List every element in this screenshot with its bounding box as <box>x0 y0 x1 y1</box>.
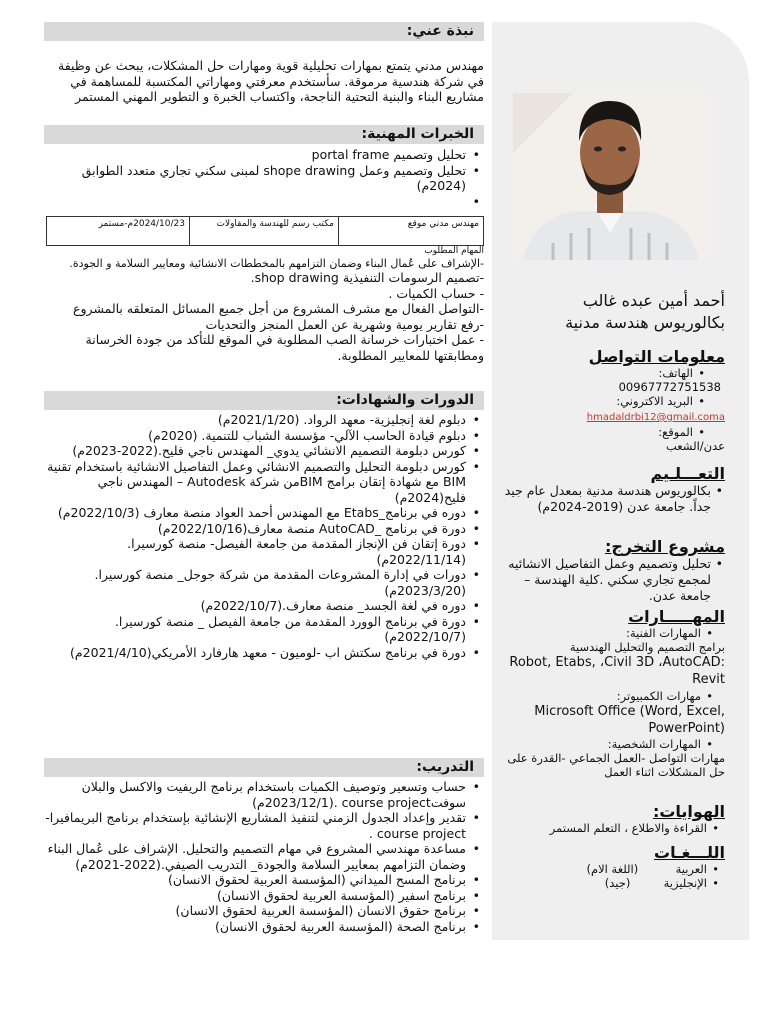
experience-item <box>44 194 484 210</box>
training-item: • برنامج اسفير (المؤسسة العربية لحقوق الانسان) <box>44 888 484 904</box>
languages-section <box>492 843 725 890</box>
contact-heading: معلومات التواصل <box>588 347 725 366</box>
job-table <box>46 216 484 246</box>
profile-photo <box>513 93 707 260</box>
education-section <box>492 464 725 515</box>
language-level: (اللغة الام) <box>586 862 639 876</box>
about-heading: نبذة عني: <box>44 22 484 41</box>
language-level: (جيد) <box>604 876 631 890</box>
full-name: أحمد أمين عبده غالب <box>582 291 725 310</box>
phone-value: 00967772751538 <box>618 380 721 394</box>
location-label: • الموقع: <box>492 425 707 439</box>
degree-title: بكالوريوس هندسة مدنية <box>565 313 725 332</box>
language-item <box>492 876 721 890</box>
course-item: • دوره في لغة الجسد_ منصة معارف.(2022/10/7م) <box>44 598 484 614</box>
job-tasks <box>44 245 484 363</box>
course-item: • كورس دبلومة التصميم الانشائي يدوي_ المهندس ناجي فليح.(2022-2023م) <box>44 443 484 459</box>
experience-item: • تحليل وتصميم وعمل shope drawing لمبنى سكني تجاري متعدد الطوابق (2024م) <box>44 163 484 194</box>
courses-section <box>44 412 484 660</box>
email-label: • البريد الاكتروني: <box>492 394 707 408</box>
task-item: - حساب الكميات . <box>388 285 484 301</box>
training-item: • برنامج حقوق الانسان (المؤسسة العربية لحقوق الانسان) <box>44 903 484 919</box>
about-text: مهندس مدني يتمتع بمهارات تحليلية قوية ومهارات حل المشكلات، يبحث عن وظيفة في شركة هندسية مرموقة. سأستخدم معرفتي ومهاراتي المكتسبة للمساهمة في مشاريع البناء والبنية التحتية الناجحة، واكتساب الخبرة و التطوير المهني المستمر <box>58 58 484 104</box>
hobbies-section <box>492 802 725 835</box>
course-item: • دورة في برنامج _AutoCAD منصة معارف(2022/10/16م) <box>44 521 484 537</box>
skills-heading: المهـــــارات <box>628 607 725 626</box>
job-position: مهندس مدني موقع <box>339 217 484 246</box>
email-link[interactable]: hmadaldrbi12@gmail.coma <box>586 412 725 423</box>
personal-skills-label: • المهارات الشخصية: <box>492 737 715 751</box>
table-row <box>47 217 484 246</box>
location-value: عدن/الشعب <box>665 439 725 453</box>
job-table-wrap <box>46 216 484 246</box>
task-item: - عمل اختبارات خرسانة الصب المطلوبة في الموقع للتأكد من جودة الخرسانة ومطابقتها للمعايير المطلوبة. <box>85 332 484 363</box>
courses-list <box>44 412 484 660</box>
job-date: 2024/10/23م-مستمر <box>47 217 190 246</box>
task-item: -رفع تقارير يومية وشهرية عن العمل المنجز والتحديات <box>205 316 484 332</box>
job-company: مكتب رسم للهندسة والمقاولات <box>190 217 339 246</box>
profile-header <box>492 290 725 334</box>
hobbies-item: • القراءة والاطلاع ، التعلم المستمر <box>492 821 721 835</box>
language-item <box>492 862 721 876</box>
experience-item: • تحليل وتصميم portal frame <box>44 147 484 163</box>
hobbies-heading: الهوايات: <box>652 802 725 821</box>
course-item: • دبلوم قيادة الحاسب الآلي- مؤسسة الشباب للتنمية. (2020م) <box>44 428 484 444</box>
tech-software: Robot, Etabs, ،Civil 3D ،AutoCAD: Revit <box>509 655 725 687</box>
course-item: • دورة في برنامج الوورد المقدمة من جامعة الفيصل _ منصة كورسيرا.(2022/10/7م) <box>44 614 484 645</box>
courses-heading: الدورات والشهادات: <box>44 391 484 410</box>
experience-heading: الخبرات المهنية: <box>44 125 484 144</box>
contact-section <box>492 347 725 453</box>
course-item: • دوره في برنامج_Etabs مع المهندس أحمد العواد منصة معارف (2022/10/3م) <box>44 505 484 521</box>
training-item: • برنامج الصحة (المؤسسة العربية لحقوق الانسان) <box>44 919 484 935</box>
experience-section <box>44 147 484 209</box>
training-item: • حساب وتسعير وتوصيف الكميات باستخدام برنامج الريفيت والاكسل والبلان سوفتcourse project .(2023/12/1م) <box>44 779 484 810</box>
training-section <box>44 779 484 934</box>
course-item: • دورة إتقان فن الإنجاز المقدمة من جامعة الفيصل- منصة كورسيرا.(2022/11/14م) <box>44 536 484 567</box>
course-item: • دبلوم لغة إنجليزية- معهد الرواد. (2021/1/20م) <box>44 412 484 428</box>
training-item: • تقدير وإعداد الجدول الزمني لتنفيذ المشاريع الإنشائية بإستخدام برنامج البريمافيرا-course project . <box>44 810 484 841</box>
training-list <box>44 779 484 934</box>
languages-heading: اللـــغـات <box>653 843 725 862</box>
graduation-project-heading: مشروع التخرج: <box>604 537 725 556</box>
training-item: • برنامج المسح الميداني (المؤسسة العربية لحقوق الانسان) <box>44 872 484 888</box>
task-item: -التواصل الفعال مع مشرف المشروع من أجل جميع المسائل المتعلقه بالمشروع <box>73 301 484 316</box>
training-item: • مساعدة مهندسي المشروع في مهام التصميم والتحليل. الإشراف على عُمال البناء وضمان التزامهم بمعايير السلامة والجودة_ التدريب الصيفي.(2022-2021م) <box>44 841 484 872</box>
education-item: • بكالوريوس هندسة مدنية بمعدل عام جيد جداً. جامعة عدن (2019-2024م) <box>492 483 725 515</box>
skills-section <box>492 607 725 779</box>
computer-skills-label: • مهارات الكمبيوتر: <box>492 689 715 703</box>
experience-list <box>44 147 484 209</box>
computer-skills-text: Microsoft Office (Word, Excel, PowerPoint) <box>534 704 725 736</box>
course-item: • دورة في برنامج سكتش اب -لوميون - معهد هارفارد الأمريكي(2021/4/10م) <box>44 645 484 661</box>
task-item: -الإشراف على عُمال البناء وضمان التزامهم بالمخططات الانشائية ومعايير السلامة و الجودة. <box>69 257 484 270</box>
education-heading: التعـــلـيم <box>650 464 725 483</box>
language-name: الإنجليزية <box>663 876 707 890</box>
graduation-project-section <box>492 537 725 604</box>
training-heading: التدريب: <box>44 758 484 777</box>
tech-skills-text: برامج التصميم والتحليل الهندسية <box>569 640 725 654</box>
personal-skills-text: مهارات التواصل -العمل الجماعي -القدرة على حل المشكلات اثناء العمل <box>507 751 725 779</box>
graduation-project-item: • تحليل وتصميم وعمل التفاصيل الانشائيه لمجمع تجاري سكني .كلية الهندسة – جامعة عدن. <box>492 556 725 604</box>
tech-skills-label: • المهارات الفنية: <box>492 626 715 640</box>
tasks-heading: المهام المطلوب <box>424 246 484 256</box>
language-name: العربية <box>675 862 707 876</box>
phone-label: • الهاتف: <box>492 366 707 380</box>
task-item: -تصميم الرسومات التنفيذية shop drawing. <box>250 270 484 285</box>
course-item: • كورس دبلومة التحليل والتصميم الانشائي وعمل التفاصيل الانشائية باستخدام تقنية BIM مع شهادة إتقان برامج BIMمن شركة Autodesk – المهندس ناجي فليح(2024م) <box>44 459 484 506</box>
course-item: • دورات في إدارة المشروعات المقدمة من شركة جوجل_ منصة كورسيرا. (2023/3/20م) <box>44 567 484 598</box>
